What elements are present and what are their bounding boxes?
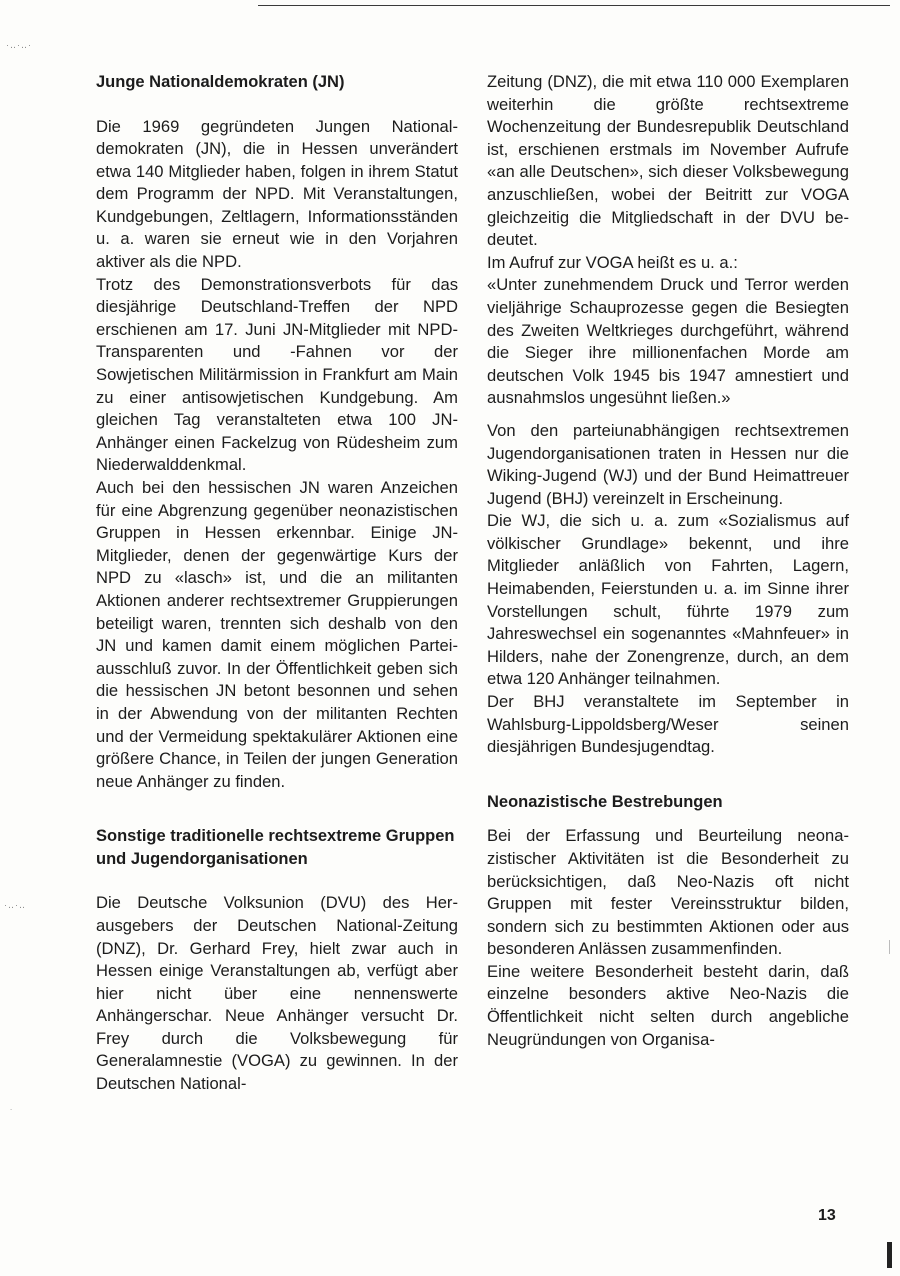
scan-edge-mark (887, 1242, 892, 1268)
top-rule (258, 5, 890, 6)
paragraph-neonazi-more: Eine weitere Besonderheit besteht darin, daß einzelne besonders aktive Neo-Nazis die Öffentlichkeit nicht selten durch angebliche Neugründungen von Organisa- (487, 961, 849, 1049)
right-column (487, 71, 849, 1051)
paragraph-dvu: Die Deutsche Volksunion (DVU) des Herausgebers der Deutschen National-Zeitung (DNZ), Dr. Gerhard Frey, hielt zwar auch in Hessen einige Veranstaltungen ab, verfügt aber hier nicht über eine nennenswerte Anhängerschar. Neue Anhänger versucht Dr. Frey durch die Volksbewegung für Generalamnestie (VOGA) zu gewinnen. In der Deutschen National- (96, 893, 458, 1094)
paragraph-dvu-continued: Zeitung (DNZ), die mit etwa 110 000 Exemplaren weiterhin die größte rechtsextreme Wochenzeitung der Bundesrepublik Deutschland ist, erschienen erstmals im November Aufrufe «an alle Deutschen», sich dieser Volksbewegung anzuschließen, wobei der Beitritt zur VOGA gleichzeitig die Mitgliedschaft in der DVU bedeutet. (487, 72, 849, 250)
scan-mark (889, 940, 890, 954)
section-heading-jn: Junge Nationaldemokraten (JN) (96, 73, 345, 91)
paragraph-neonazi-intro: Bei der Erfassung und Beurteilung neonazistischer Aktivitäten ist die Besonderheit zu berücksichtigen, daß Neo-Nazis oft nicht Gruppen mit fester Vereinsstruktur bilden, sondern sich zu bestimmten Aktionen oder aus besonderen Anlässen zusammenfinden. (487, 826, 849, 959)
paragraph-voga-intro: Im Aufruf zur VOGA heißt es u. a.: (487, 252, 738, 272)
paragraph-bhj: Der BHJ veranstaltete im September in Wahlsburg-Lippoldsberg/Weser seinen diesjährigen Bundesjugendtag. (487, 692, 849, 757)
section-heading-sonstige: Sonstige traditionelle rechtsextreme Gruppen und Jugendorganisationen (96, 827, 455, 868)
left-column (96, 71, 458, 1096)
scan-speck: ·‥·‥· (6, 40, 33, 50)
scan-speck: ˙ (10, 1108, 14, 1118)
paragraph-jn-abgrenzung: Auch bei den hessischen JN waren Anzeichen für eine Abgrenzung gegenüber neonazistischen Gruppen in Hessen erkennbar. Einige JN-Mitglieder, denen der gegenwärtige Kurs der NPD zu «lasch» ist, und die an militanten Aktionen anderer rechtsextremer Gruppierungen beteiligt waren, trennten sich deshalb von den JN und kamen damit einem möglichen Parteiausschluß zuvor. In der Öffentlichkeit geben sich die hessischen JN betont besonnen und sehen in der Abwendung von der militanten Rechten und der Vermeidung spektakulärer Aktionen eine größere Chance, in Teilen der jungen Generation neue Anhänger zu finden. (96, 478, 458, 791)
paragraph-wiking-jugend: Die WJ, die sich u. a. zum «Sozialismus auf völkischer Grundlage» bekennt, und ihre Mitglieder anläßlich von Fahrten, Lagern, Heimabenden, Feierstunden u. a. im Sinne ihrer Vorstellungen schult, führte 1979 zum Jahreswechsel ein sogenanntes «Mahnfeuer» in Hilders, nahe der Zonengrenze, durch, an dem etwa 120 Anhänger teilnahmen. (487, 511, 849, 689)
section-heading-neonazi: Neonazistische Bestrebungen (487, 792, 723, 811)
paragraph-youth-organisations: Von den parteiunabhängigen rechtsextremen Jugendorganisationen traten in Hessen nur die Wiking-Jugend (WJ) und der Bund Heimattreuer Jugend (BHJ) vereinzelt in Erscheinung. (487, 420, 849, 508)
scan-speck: ·‥·‥ (4, 900, 27, 910)
paragraph-jn-intro: Die 1969 gegründeten Jungen Nationaldemokraten (JN), die in Hessen unverändert etwa 140 Mitglieder haben, folgen in ihrem Statut dem Programm der NPD. Mit Veranstaltungen, Kundgebungen, Zeltlagern, Informationsständen u. a. waren sie erneut wie in den Vorjahren aktiver als die NPD. (96, 116, 458, 272)
paragraph-jn-demonstration: Trotz des Demonstrationsverbots für das diesjährige Deutschland-Treffen der NPD erschienen am 17. Juni JN-Mitglieder mit NPD-Transparenten und -Fahnen vor der Sowjetischen Militärmission in Frankfurt am Main zu einer antisowjetischen Kundgebung. Am gleichen Tag veranstalteten etwa 100 JN-Anhänger einen Fackelzug von Rüdesheim zum Niederwalddenkmal. (96, 274, 458, 475)
quote-voga: «Unter zunehmendem Druck und Terror werden vieljährige Schauprozesse gegen die Besiegten des Zweiten Weltkrieges durchgeführt, während die Sieger ihre millionenfachen Morde am deutschen Volk 1945 bis 1947 amnestiert und ausnahmslos ungesühnt ließen.» (487, 275, 849, 408)
page-number: 13 (818, 1207, 836, 1224)
